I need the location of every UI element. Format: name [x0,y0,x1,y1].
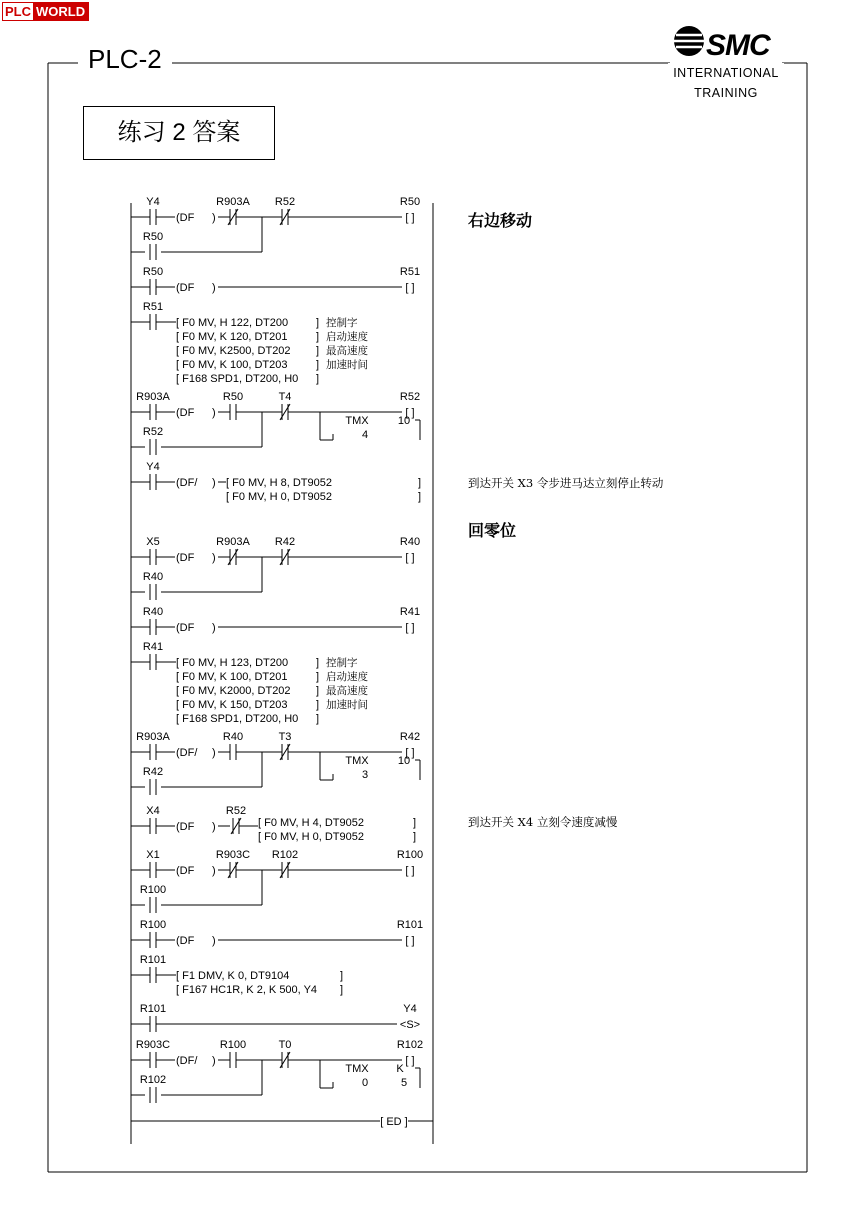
contact-label-c11: Y4 [146,461,160,473]
df-close: ) [212,1055,216,1067]
df-open: (DF [176,212,195,224]
r41-instr-note-2: 最高速度 [326,685,368,697]
coil-label-o1: R50 [399,196,421,208]
x4-instr-text-1: [ F0 MV, H 0, DT9052 [258,831,364,843]
r51-instr-end-2: ] [316,345,320,357]
timer-setting-2: 10 [397,755,411,767]
coil-o6: [ ] [405,747,415,759]
r41-instr-note-1: 启动速度 [326,671,368,683]
contact-label-c5: R50 [142,266,164,278]
r41-instr-text-1: [ F0 MV, K 100, DT201 [176,671,288,683]
contact-label-c27: R100 [139,884,167,896]
timer-num-1: 4 [361,429,369,441]
r51-instr-text-0: [ F0 MV, H 122, DT200 [176,317,289,329]
r101-instr-end-1: ] [340,984,344,996]
r51-instr-text-2: [ F0 MV, K2500, DT202 [176,345,291,357]
r51-instr-end-3: ] [316,359,320,371]
df-close: ) [212,212,216,224]
df-close: ) [212,821,216,833]
r41-instr-text-3: [ F0 MV, K 150, DT203 [176,699,288,711]
df-open: (DF/ [176,747,198,759]
page-title: PLC-2 [84,44,166,75]
smc-subtitle [668,63,784,103]
r41-instr-note-3: 加速时间 [326,699,368,711]
contact-label-c12: X5 [146,536,160,548]
contact-label-c2: R903A [216,196,250,208]
r41-instr-text-2: [ F0 MV, K2000, DT202 [176,685,291,697]
r41-instr-note-0: 控制字 [326,657,358,669]
contact-label-c25: R903C [215,849,251,861]
contact-label-c8: R50 [222,391,244,403]
x4-instr-text-0: [ F0 MV, H 4, DT9052 [258,817,364,829]
timer-setting-1: 10 [397,415,411,427]
answer-title-box: 练习 2 答案 [83,106,275,160]
contact-label-c31: R903C [135,1039,171,1051]
df-open: (DF [176,622,195,634]
r41-instr-end-3: ] [316,699,320,711]
r51-instr-text-3: [ F0 MV, K 100, DT203 [176,359,288,371]
coil-o3: [ ] [405,407,415,419]
contact-label-c32: R100 [219,1039,247,1051]
timer-num-3: 0 [361,1077,369,1089]
r51-instr-end-0: ] [316,317,320,329]
contact-label-c13: R903A [216,536,250,548]
x4-instr-end-0: ] [413,817,417,829]
r41-instr-end-1: ] [316,671,320,683]
timer-k-3: K [396,1063,404,1075]
section-move-right: 右边移动 [468,213,533,230]
coil-label-o8: R101 [396,919,424,931]
contact-label-c19: R40 [222,731,244,743]
coil-label-o5: R41 [399,606,421,618]
df-close: ) [212,622,216,634]
coil-label-o9: Y4 [403,1003,417,1015]
contact-label-c14: R42 [274,536,296,548]
coil-label-o6: R42 [399,731,421,743]
contact-label-c18: R903A [136,731,170,743]
contact-label-c21: R42 [142,766,164,778]
r41-instr-end-0: ] [316,657,320,669]
contact-label-c15: R40 [142,571,164,583]
smc-logo [670,24,782,68]
y4-instr-end-0: ] [418,477,422,489]
df-open: (DF [176,935,195,947]
r41-instr-text-0: [ F0 MV, H 123, DT200 [176,657,289,669]
contact-label-c20: T3 [278,731,292,743]
contact-label-c29: R101 [139,954,167,966]
coil-o1: [ ] [405,212,415,224]
x4-instr-end-1: ] [413,831,417,843]
timer-setting-3: 5 [400,1077,408,1089]
coil-o10: [ ] [405,1055,415,1067]
note-x3-stop: 到达开关 X3 令步进马达立刻停止转动 [468,476,664,490]
r51-instr-note-2: 最高速度 [326,345,368,357]
df-open: (DF/ [176,1055,198,1067]
contact-label-c4: R50 [142,231,164,243]
r101-instr-text-0: [ F1 DMV, K 0, DT9104 [176,970,290,982]
coil-label-o2: R51 [399,266,421,278]
contact-label-c9: T4 [278,391,292,403]
contact-label-c16: R40 [142,606,164,618]
df-open: (DF [176,407,195,419]
df-close: ) [212,747,216,759]
contact-label-c7: R903A [136,391,170,403]
df-open: (DF [176,552,195,564]
r51-instr-text-1: [ F0 MV, K 120, DT201 [176,331,288,343]
contact-label-c6: R51 [142,301,164,313]
coil-label-o7: R100 [396,849,424,861]
note-x4-slow: 到达开关 X4 立刻令速度减慢 [468,815,618,829]
y4-instr-end-1: ] [418,491,422,503]
coil-label-o4: R40 [399,536,421,548]
r51-instr-end-1: ] [316,331,320,343]
coil-o8: [ ] [405,935,415,947]
timer-label-3: TMX [345,1063,369,1075]
df-open: (DF [176,865,195,877]
end-instruction: [ ED ] [380,1116,408,1128]
timer-num-2: 3 [361,769,369,781]
df-open: (DF [176,821,195,833]
smc-brand-text: SMC [706,29,770,62]
r101-instr-text-1: [ F167 HC1R, K 2, K 500, Y4 [176,984,318,996]
contact-label-c28: R100 [139,919,167,931]
logo-plc: PLC [5,4,31,19]
logo-world: WORLD [33,3,88,20]
section-return-zero: 回零位 [468,523,517,540]
smc-sub-international: INTERNATIONAL [673,66,779,80]
r41-instr-end-2: ] [316,685,320,697]
contact-label-c30: R101 [139,1003,167,1015]
coil-o7: [ ] [405,865,415,877]
df-close: ) [212,552,216,564]
df-open: (DF [176,282,195,294]
df-close: ) [212,935,216,947]
coil-label-o10: R102 [396,1039,424,1051]
df-close: ) [212,407,216,419]
df-close: ) [212,282,216,294]
contact-label-c10: R52 [142,426,164,438]
contact-label-c3: R52 [274,196,296,208]
df-close: ) [212,865,216,877]
contact-label-c1: Y4 [146,196,160,208]
y4-instr-text-0: [ F0 MV, H 8, DT9052 [226,477,332,489]
contact-label-c34: R102 [139,1074,167,1086]
r101-instr-end-0: ] [340,970,344,982]
r51-instr-text-4: [ F168 SPD1, DT200, H0 [176,373,299,385]
df-close: ) [212,477,216,489]
df-open: (DF/ [176,477,198,489]
smc-sub-training: TRAINING [694,86,758,100]
contact-label-c24: X1 [146,849,160,861]
coil-label-o3: R52 [399,391,421,403]
r51-instr-note-3: 加速时间 [326,359,368,371]
timer-label-2: TMX [345,755,369,767]
r41-instr-end-4: ] [316,713,320,725]
y4-instr-text-1: [ F0 MV, H 0, DT9052 [226,491,332,503]
coil-o4: [ ] [405,552,415,564]
coil-o5: [ ] [405,622,415,634]
timer-label-1: TMX [345,415,369,427]
r51-instr-note-1: 启动速度 [326,331,368,343]
contact-label-c17: R41 [142,641,164,653]
r51-instr-note-0: 控制字 [326,317,358,329]
r51-instr-end-4: ] [316,373,320,385]
r41-instr-text-4: [ F168 SPD1, DT200, H0 [176,713,299,725]
contact-label-c26: R102 [271,849,299,861]
coil-o9: <S> [399,1019,421,1031]
smc-globe-icon [674,26,704,56]
contact-label-c33: T0 [278,1039,292,1051]
contact-label-c22: X4 [146,805,160,817]
contact-label-c23: R52 [225,805,247,817]
coil-o2: [ ] [405,282,415,294]
